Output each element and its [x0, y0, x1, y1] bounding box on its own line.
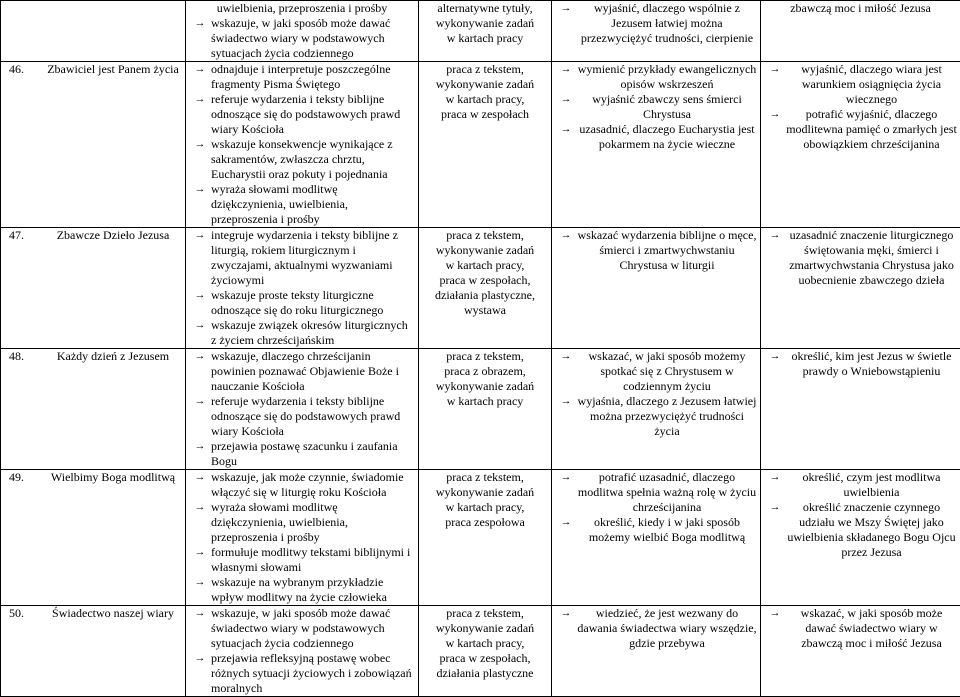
- requirement-item-text: wskazuje na wybranym przykładzie wpływ modlitwy na życie człowieka: [211, 575, 415, 605]
- lesson-number: 48.: [4, 349, 44, 364]
- work-forms-cell: [419, 1, 552, 62]
- attitudes-cell: [761, 62, 960, 228]
- lesson-row: [1, 349, 960, 470]
- goals-cell: [552, 470, 761, 606]
- attitude-item-text: określić, kim jest Jezus w świetle prawdy o Wniebowstąpieniu: [786, 349, 957, 379]
- lesson-title: Wielbimy Boga modlitwą: [44, 470, 182, 485]
- arrow-bullet-icon: →: [555, 62, 577, 77]
- attitude-item-text: wskazać, w jaki sposób może dawać świadectwo wiary w zbawczą moc i miłość Jezusa: [786, 606, 957, 651]
- work-form-text: praca z tekstem,: [422, 349, 548, 364]
- arrow-bullet-icon: →: [189, 228, 211, 243]
- goal-item-text: wskazać wydarzenia biblijne o męce, śmierci i zmartwychwstaniu Chrystusa w liturgii: [577, 228, 757, 273]
- arrow-bullet-icon: →: [555, 394, 577, 409]
- arrow-bullet-icon: →: [189, 318, 211, 333]
- lesson-cell: [1, 606, 186, 697]
- attitude-item: [764, 62, 957, 107]
- work-form-text: wykonywanie zadań: [422, 379, 548, 394]
- attitude-item: [764, 228, 957, 288]
- attitudes-cell: [761, 1, 960, 62]
- goal-item: [555, 606, 757, 651]
- requirement-item: [189, 16, 415, 61]
- arrow-bullet-icon: →: [189, 651, 211, 666]
- requirement-item: [189, 92, 415, 137]
- goal-item: [555, 1, 757, 46]
- attitude-item-text: określić, czym jest modlitwa uwielbienia: [786, 470, 957, 500]
- goals-cell: [552, 606, 761, 697]
- lesson-cell: [1, 349, 186, 470]
- work-form-text: praca z tekstem,: [422, 606, 548, 621]
- requirement-item-text: wskazuje, w jaki sposób może dawać świadectwo wiary w podstawowych sytuacjach życia codziennego: [211, 16, 415, 61]
- work-forms-cell: [419, 62, 552, 228]
- lesson-cell: [1, 1, 186, 62]
- requirement-item: [189, 318, 415, 348]
- lesson-cell: [1, 228, 186, 349]
- goal-item: [555, 515, 757, 545]
- attitude-item-text: potrafić wyjaśnić, dlaczego modlitewna pamięć o zmarłych jest obowiązkiem chrześcijanina: [786, 107, 957, 152]
- work-form-text: praca z tekstem,: [422, 62, 548, 77]
- requirement-item-text: wyraża słowami modlitwę dziękczynienia, uwielbienia, przeproszenia i prośby: [211, 182, 415, 227]
- arrow-bullet-icon: →: [764, 470, 786, 485]
- attitude-item: [764, 349, 957, 379]
- attitude-item-text: uzasadnić znaczenie liturgicznego świętowania męki, śmierci i zmartwychwstania Chrystusa jako uobecnienie zbawczego dzieła: [786, 228, 957, 288]
- work-form-text: działania plastyczne: [422, 666, 548, 681]
- goal-item: [555, 62, 757, 92]
- arrow-bullet-icon: →: [764, 228, 786, 243]
- attitude-text: zbawczą moc i miłość Jezusa: [764, 1, 957, 16]
- arrow-bullet-icon: →: [189, 545, 211, 560]
- lesson-title: Zbawiciel jest Panem życia: [44, 62, 182, 77]
- lesson-number: 47.: [4, 228, 44, 243]
- arrow-bullet-icon: →: [555, 349, 577, 364]
- attitude-item-text: wyjaśnić, dlaczego wiara jest warunkiem osiągnięcia życia wiecznego: [786, 62, 957, 107]
- requirement-item-text: integruje wydarzenia i teksty biblijne z liturgią, rokiem liturgicznym i zwyczajami, aktualnymi wyzwaniami życiowymi: [211, 228, 415, 288]
- lesson-title: Zbawcze Dzieło Jezusa: [44, 228, 182, 243]
- attitude-item: [764, 470, 957, 500]
- requirement-item: [189, 288, 415, 318]
- arrow-bullet-icon: →: [189, 137, 211, 152]
- work-form-text: w kartach pracy: [422, 31, 548, 46]
- lesson-title: Każdy dzień z Jezusem: [44, 349, 182, 364]
- arrow-bullet-icon: →: [189, 575, 211, 590]
- arrow-bullet-icon: →: [189, 182, 211, 197]
- requirement-item-text: formułuje modlitwy tekstami biblijnymi i własnymi słowami: [211, 545, 415, 575]
- requirement-item: [189, 606, 415, 651]
- work-form-text: w kartach pracy,: [422, 500, 548, 515]
- arrow-bullet-icon: →: [189, 394, 211, 409]
- arrow-bullet-icon: →: [555, 470, 577, 485]
- arrow-bullet-icon: →: [764, 349, 786, 364]
- work-form-text: wykonywanie zadań: [422, 621, 548, 636]
- attitude-item-text: określić znaczenie czynnego udziału we Mszy Świętej jako uwielbienia składanego Bogu Ojcu przez Jezusa: [786, 500, 957, 560]
- goal-item-text: określić, kiedy i w jaki sposób możemy wielbić Boga modlitwą: [577, 515, 757, 545]
- lesson-heading: [4, 349, 182, 364]
- attitudes-cell: [761, 606, 960, 697]
- requirements-cell: [186, 1, 419, 62]
- attitudes-cell: [761, 228, 960, 349]
- curriculum-table-body: [1, 1, 960, 697]
- requirement-item-text: wyraża słowami modlitwę dziękczynienia, uwielbienia, przeproszenia i prośby: [211, 500, 415, 545]
- goal-item: [555, 470, 757, 515]
- requirement-item: [189, 500, 415, 545]
- lesson-row: [1, 606, 960, 697]
- requirement-item-text: referuje wydarzenia i teksty biblijne odnoszące się do podstawowych prawd wiary Kościoła: [211, 92, 415, 137]
- work-form-text: w kartach pracy,: [422, 258, 548, 273]
- work-form-text: alternatywne tytuły,: [422, 1, 548, 16]
- work-form-text: praca zespołowa: [422, 515, 548, 530]
- arrow-bullet-icon: →: [189, 288, 211, 303]
- lesson-number: 49.: [4, 470, 44, 485]
- requirement-item-text: wskazuje proste teksty liturgiczne odnoszące się do roku liturgicznego: [211, 288, 415, 318]
- attitude-item: [764, 606, 957, 651]
- work-form-text: wykonywanie zadań: [422, 243, 548, 258]
- requirements-cell: [186, 62, 419, 228]
- arrow-bullet-icon: →: [555, 92, 577, 107]
- requirement-item-text: wskazuje, w jaki sposób może dawać świadectwo wiary w podstawowych sytuacjach życia codziennego: [211, 606, 415, 651]
- work-form-text: wykonywanie zadań: [422, 77, 548, 92]
- arrow-bullet-icon: →: [555, 228, 577, 243]
- requirement-item: [189, 394, 415, 439]
- lesson-cell: [1, 470, 186, 606]
- arrow-bullet-icon: →: [764, 606, 786, 621]
- work-form-text: praca z tekstem,: [422, 470, 548, 485]
- requirement-item: [189, 349, 415, 394]
- work-form-text: praca w zespołach,: [422, 273, 548, 288]
- requirement-item: [189, 470, 415, 500]
- goal-item-text: wiedzieć, że jest wezwany do dawania świadectwa wiary wszędzie, gdzie przebywa: [577, 606, 757, 651]
- arrow-bullet-icon: →: [764, 107, 786, 122]
- requirement-item: [189, 182, 415, 227]
- work-form-text: praca w zespołach: [422, 107, 548, 122]
- requirement-text: uwielbienia, przeproszenia i prośby: [189, 1, 415, 16]
- work-forms-cell: [419, 606, 552, 697]
- goal-item: [555, 349, 757, 394]
- requirement-item-text: odnajduje i interpretuje poszczególne fragmenty Pisma Świętego: [211, 62, 415, 92]
- lesson-row: [1, 62, 960, 228]
- work-form-text: działania plastyczne,: [422, 288, 548, 303]
- lesson-heading: [4, 470, 182, 485]
- arrow-bullet-icon: →: [764, 500, 786, 515]
- lesson-number: 50.: [4, 606, 44, 621]
- goals-cell: [552, 62, 761, 228]
- lesson-title: Świadectwo naszej wiary: [44, 606, 182, 621]
- goal-item-text: uzasadnić, dlaczego Eucharystia jest pokarmem na życie wieczne: [577, 122, 757, 152]
- requirement-item: [189, 439, 415, 469]
- requirements-cell: [186, 228, 419, 349]
- work-forms-cell: [419, 470, 552, 606]
- goal-item: [555, 394, 757, 439]
- lesson-heading: [4, 228, 182, 243]
- goals-cell: [552, 228, 761, 349]
- attitude-item: [764, 107, 957, 152]
- requirement-item: [189, 651, 415, 696]
- arrow-bullet-icon: →: [189, 439, 211, 454]
- work-form-text: w kartach pracy: [422, 394, 548, 409]
- arrow-bullet-icon: →: [189, 606, 211, 621]
- lesson-row: [1, 1, 960, 62]
- arrow-bullet-icon: →: [764, 62, 786, 77]
- requirement-item-text: przejawia postawę szacunku i zaufania Bogu: [211, 439, 415, 469]
- work-form-text: wystawa: [422, 303, 548, 318]
- work-form-text: praca w zespołach,: [422, 651, 548, 666]
- work-form-text: praca z tekstem,: [422, 228, 548, 243]
- work-form-text: w kartach pracy,: [422, 636, 548, 651]
- goals-cell: [552, 349, 761, 470]
- arrow-bullet-icon: →: [189, 92, 211, 107]
- lesson-cell: [1, 62, 186, 228]
- lesson-number: 46.: [4, 62, 44, 77]
- arrow-bullet-icon: →: [189, 16, 211, 31]
- requirement-item-text: wskazuje związek okresów liturgicznych z życiem chrześcijańskim: [211, 318, 415, 348]
- requirement-item-text: wskazuje, jak może czynnie, świadomie włączyć się w liturgię roku Kościoła: [211, 470, 415, 500]
- attitudes-cell: [761, 470, 960, 606]
- goal-item-text: wymienić przykłady ewangelicznych opisów wskrzeszeń: [577, 62, 757, 92]
- requirements-cell: [186, 470, 419, 606]
- requirement-item: [189, 137, 415, 182]
- work-form-text: praca z obrazem,: [422, 364, 548, 379]
- requirements-cell: [186, 349, 419, 470]
- work-form-text: wykonywanie zadań: [422, 16, 548, 31]
- attitudes-cell: [761, 349, 960, 470]
- requirement-item: [189, 62, 415, 92]
- requirements-cell: [186, 606, 419, 697]
- requirement-item: [189, 228, 415, 288]
- lesson-row: [1, 228, 960, 349]
- lesson-heading: [4, 606, 182, 621]
- goal-item: [555, 92, 757, 122]
- arrow-bullet-icon: →: [189, 349, 211, 364]
- requirement-item: [189, 575, 415, 605]
- goal-item-text: wyjaśnia, dlaczego z Jezusem łatwiej można przezwyciężyć trudności życia: [577, 394, 757, 439]
- goal-item-text: wskazać, w jaki sposób możemy spotkać się z Chrystusem w codziennym życiu: [577, 349, 757, 394]
- goal-item-text: potrafić uzasadnić, dlaczego modlitwa spełnia ważną rolę w życiu chrześcijanina: [577, 470, 757, 515]
- goal-item-text: wyjaśnić zbawczy sens śmierci Chrystusa: [577, 92, 757, 122]
- arrow-bullet-icon: →: [555, 1, 577, 16]
- goal-item-text: wyjaśnić, dlaczego wspólnie z Jezusem łatwiej można przezwyciężyć trudności, cierpienie: [577, 1, 757, 46]
- requirement-item-text: wskazuje konsekwencje wynikające z sakramentów, zwłaszcza chrztu, Eucharystii oraz pokuty i pojednania: [211, 137, 415, 182]
- requirement-item-text: wskazuje, dlaczego chrześcijanin powinien poznawać Objawienie Boże i nauczanie Kościoła: [211, 349, 415, 394]
- work-forms-cell: [419, 349, 552, 470]
- arrow-bullet-icon: →: [189, 470, 211, 485]
- arrow-bullet-icon: →: [555, 122, 577, 137]
- lesson-heading: [4, 62, 182, 77]
- requirement-item-text: przejawia refleksyjną postawę wobec różnych sytuacji życiowych i zobowiązań moralnych: [211, 651, 415, 696]
- arrow-bullet-icon: →: [189, 62, 211, 77]
- arrow-bullet-icon: →: [555, 515, 577, 530]
- work-form-text: wykonywanie zadań: [422, 485, 548, 500]
- goal-item: [555, 122, 757, 152]
- arrow-bullet-icon: →: [555, 606, 577, 621]
- attitude-item: [764, 500, 957, 560]
- goals-cell: [552, 1, 761, 62]
- lesson-row: [1, 470, 960, 606]
- requirement-item: [189, 545, 415, 575]
- work-forms-cell: [419, 228, 552, 349]
- work-form-text: w kartach pracy,: [422, 92, 548, 107]
- requirement-item-text: referuje wydarzenia i teksty biblijne odnoszące się do podstawowych prawd wiary Kościoła: [211, 394, 415, 439]
- arrow-bullet-icon: →: [189, 500, 211, 515]
- goal-item: [555, 228, 757, 273]
